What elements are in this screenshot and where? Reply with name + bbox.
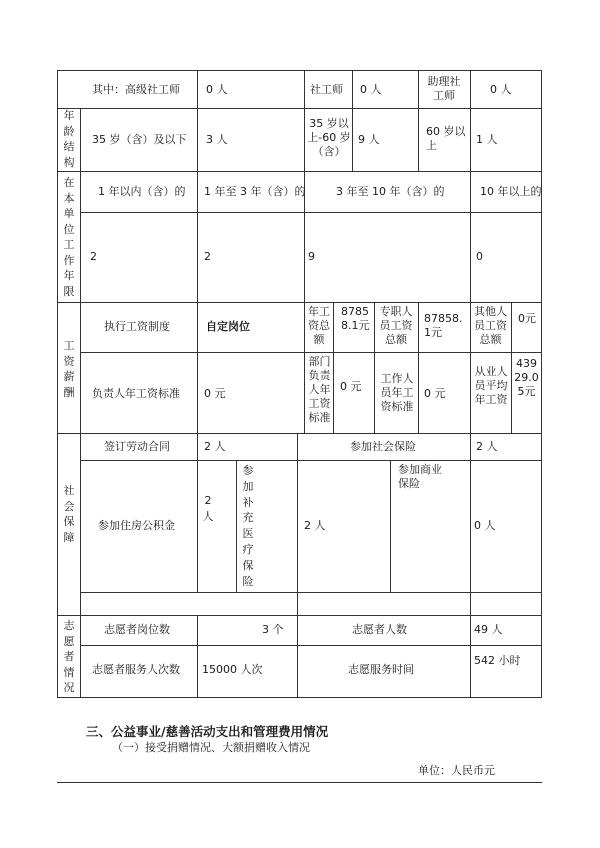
col-divider [470, 171, 471, 302]
salary-avg-label: 从业人员平均年工资 [474, 365, 508, 406]
col-divider [304, 108, 305, 171]
salary-section-label: 工资薪酬 [63, 339, 75, 399]
service-hours-label: 志愿服务时间 [348, 663, 414, 676]
col-divider [304, 70, 305, 108]
section-column-border [80, 108, 81, 697]
salary-dept-value: 0 元 [340, 380, 362, 393]
salary-system-label: 执行工资制度 [104, 320, 170, 333]
col-divider [511, 302, 512, 433]
col-divider [333, 302, 334, 433]
col-divider [297, 615, 298, 697]
comm-value: 0 人 [474, 519, 496, 532]
salary-staff-value: 0 元 [424, 387, 446, 400]
mid-label: 社工师 [310, 83, 343, 96]
salary-leader-label: 负责人年工资标准 [92, 387, 180, 400]
col-divider [236, 460, 237, 592]
tenure-h1: 1 年以内（含）的 [98, 185, 186, 198]
col-divider [470, 302, 471, 433]
contract-value: 2 人 [204, 440, 226, 453]
posts-label: 志愿者岗位数 [104, 623, 170, 636]
table-right-border [541, 70, 542, 697]
tenure-v4: 0 [476, 250, 483, 263]
salary-full-value: 87858.1元 [424, 312, 463, 339]
row-divider [80, 645, 542, 646]
col-divider [352, 108, 353, 171]
salary-other-label: 其他人员工资总额 [474, 305, 507, 346]
col-divider [197, 70, 198, 108]
tenure-v1: 2 [90, 250, 97, 263]
age-section-label: 年龄结构 [63, 109, 75, 169]
insurance-value: 2 人 [476, 440, 498, 453]
service-times-value: 15000 人次 [202, 663, 263, 676]
col-divider [418, 70, 419, 108]
salary-system-value: 自定岗位 [206, 320, 250, 333]
tenure-h3: 3 年至 10 年（含）的 [336, 185, 445, 198]
service-hours-value: 542 小时 [474, 654, 521, 667]
tenure-v2: 2 [204, 250, 211, 263]
col-divider [470, 70, 471, 108]
col-divider [197, 171, 198, 302]
mid-value: 0 人 [360, 83, 382, 96]
age-g2-value: 9 人 [358, 133, 380, 146]
salary-total-value: 87858.1元 [341, 305, 370, 332]
row-divider [80, 212, 542, 213]
tenure-section-label: 在本单位工作年限 [63, 176, 75, 298]
comm-label: 参加商业保险 [398, 463, 442, 490]
tenure-h4: 10 年以上的 [480, 185, 542, 198]
volunteer-section-label: 志愿者情况 [63, 619, 75, 694]
unit-underline [57, 782, 542, 783]
col-divider [418, 302, 419, 433]
salary-dept-label: 部门负责人年工资标准 [308, 355, 331, 424]
col-divider [304, 302, 305, 433]
med-label: 参加补充医疗保险 [242, 464, 254, 588]
col-divider [297, 592, 298, 615]
col-divider [390, 460, 391, 592]
row-divider [80, 460, 542, 461]
social-section-label: 社会保障 [63, 484, 75, 544]
row-divider [80, 592, 542, 593]
contract-label: 签订劳动合同 [104, 440, 170, 453]
age-g2-label: 35 岁以上-60 岁（含） [307, 117, 351, 158]
table-left-border [57, 70, 58, 697]
section-heading: 三、公益事业/慈善活动支出和管理费用情况 [86, 724, 329, 739]
tenure-v3: 9 [308, 250, 315, 263]
senior-value: 0 人 [206, 83, 228, 96]
assistant-label: 助理社工师 [427, 75, 461, 102]
salary-leader-value: 0 元 [204, 387, 226, 400]
salary-full-label: 专职人员工资总额 [379, 305, 413, 346]
currency-unit: 单位：人民币元 [418, 764, 495, 777]
posts-value: 3 个 [262, 623, 284, 636]
tenure-h2: 1 年至 3 年（含）的 [204, 185, 306, 198]
fund-value: 2人 [202, 494, 214, 523]
salary-staff-label: 工作人员年工资标准 [380, 372, 414, 413]
col-divider [418, 108, 419, 171]
age-g1-label: 35 岁（含）及以下 [92, 133, 187, 146]
insurance-label: 参加社会保险 [350, 440, 416, 453]
salary-avg-value: 43929.05元 [514, 357, 539, 398]
col-divider [374, 302, 375, 433]
fund-label: 参加住房公积金 [98, 519, 175, 532]
age-g3-value: 1 人 [476, 133, 498, 146]
med-value: 2 人 [304, 519, 326, 532]
col-divider [197, 302, 198, 433]
row-divider [80, 352, 542, 353]
col-divider [470, 108, 471, 171]
age-g1-value: 3 人 [206, 133, 228, 146]
col-divider [197, 433, 198, 592]
volunteer-count-value: 49 人 [474, 623, 503, 636]
col-divider [470, 615, 471, 697]
volunteer-count-label: 志愿者人数 [352, 623, 407, 636]
col-divider [197, 615, 198, 697]
assistant-value: 0 人 [490, 83, 512, 96]
section-subheading: （一）接受捐赠情况、大额捐赠收入情况 [112, 741, 310, 754]
salary-other-value: 0元 [518, 312, 536, 325]
col-divider [470, 592, 471, 615]
service-times-label: 志愿者服务人次数 [92, 663, 180, 676]
salary-total-label: 年工资总额 [308, 305, 330, 346]
col-divider [197, 108, 198, 171]
table-bottom-border [57, 697, 542, 698]
col-divider [352, 70, 353, 108]
age-g3-label: 60 岁以上 [426, 125, 466, 152]
senior-label: 其中：高级社工师 [92, 83, 180, 96]
col-divider [470, 433, 471, 592]
col-divider [297, 433, 298, 592]
